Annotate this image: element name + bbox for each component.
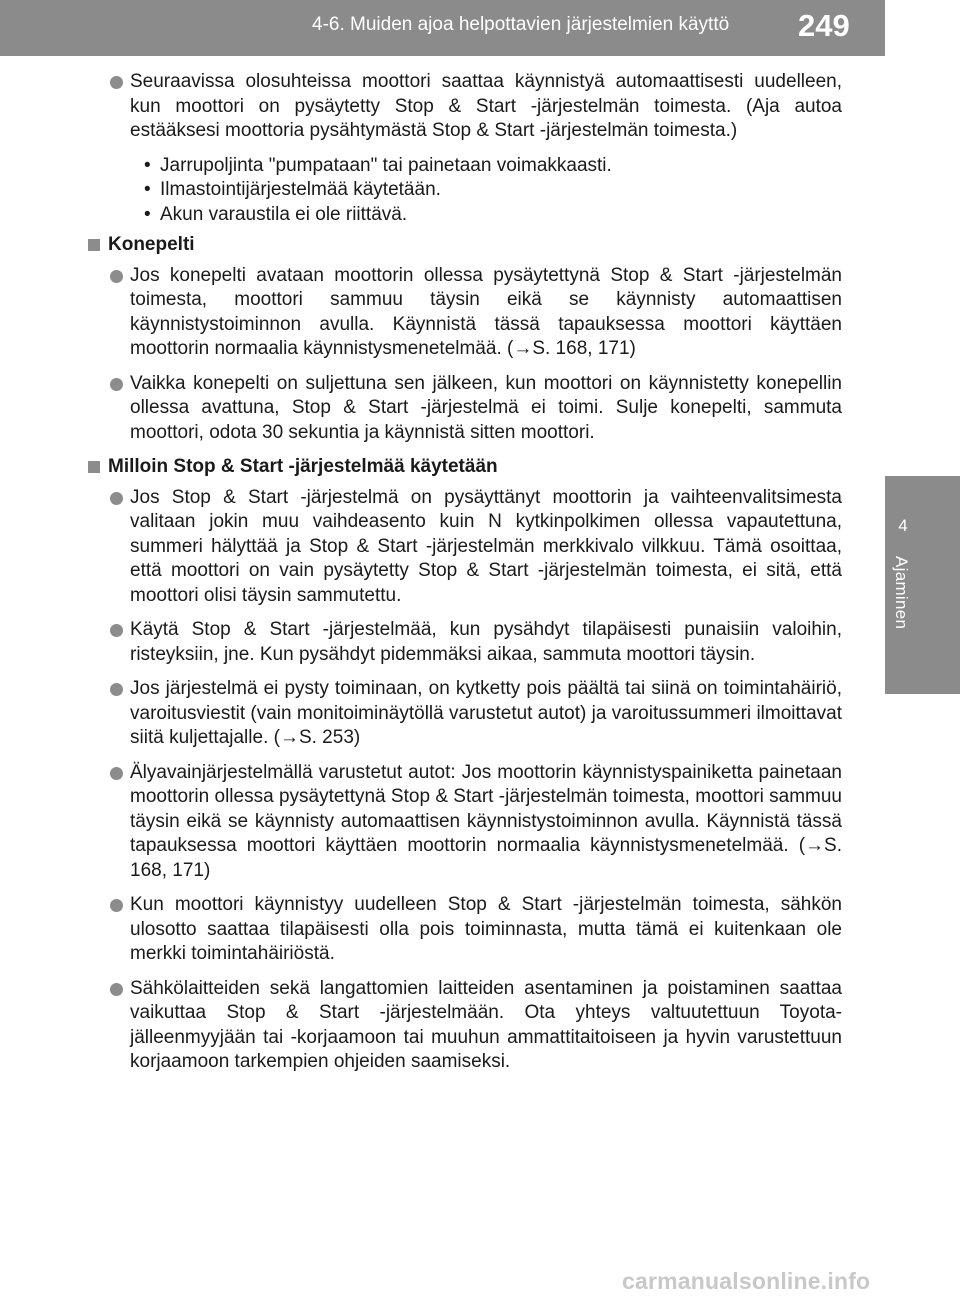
sub-list-text: Ilmastointijärjestelmää käytetään.: [160, 179, 441, 200]
bullet-dot-icon: [110, 899, 123, 912]
sub-list-item: [144, 178, 842, 203]
bullet-text: Jos järjestelmä ei pysty toiminaan, on kytketty pois päältä tai siinä on toimintahäiriö, varoitusviestit (vain monitoiminäytöllä varustetut autot) ja varoitussummeri ilmoittavat siitä kuljettajalle. (→S. 253): [130, 678, 842, 748]
bullet-item: [108, 761, 842, 884]
bullet-text: Vaikka konepelti on suljettuna sen jälkeen, kun moottori on käynnistetty konepellin ollessa avattuna, Stop & Start -järjestelmä ei toimi. Sulje konepelti, sammuta moottori, odota 30 sekuntia ja käynnistä sitten moottori.: [130, 372, 842, 443]
bullet-item: [108, 977, 842, 1075]
section-heading: [86, 455, 842, 480]
watermark: carmanualsonline.info: [622, 1268, 871, 1294]
sub-bullet-icon: •: [144, 203, 151, 225]
section-square-icon: [88, 239, 100, 251]
bullet-text: Sähkölaitteiden sekä langattomien laitteiden asentaminen ja poistaminen saattaa vaikuttaa Stop & Start -järjestelmään. Ota yhteys valtuutettuun Toyota-jälleenmyyjään tai -korjaamoon tai muuhun ammattitaitoiseen ja hyvin varustettuun korjaamoon tarkempien ohjeiden saamiseksi.: [130, 977, 842, 1072]
bullet-text: Seuraavissa olosuhteissa moottori saattaa käynnistyä automaattisesti uudelleen, kun moottori on pysäytetty Stop & Start -järjestelmän toimesta. (Aja autoa estääksesi moottoria pysähtymästä Stop & Start -järjestelmän toimesta.): [130, 71, 842, 141]
section-heading: [86, 233, 842, 258]
bullet-item: [108, 677, 842, 751]
bullet-text: Älyavainjärjestelmällä varustetut autot: Jos moottorin käynnistyspainiketta painetaan moottorin ollessa pysäytettynä Stop & Start -järjestelmän toimesta, moottori sammuu täysin eikä se käynnisty automaattisen käynnistystoiminnon avulla. Käynnistä tässä tapauksessa moottori käyttäen moottorin normaalia käynnistysmenetelmää. (→S. 168, 171): [130, 761, 842, 881]
bullet-dot-icon: [110, 76, 123, 89]
bullet-item: [108, 372, 842, 446]
bullet-dot-icon: [110, 270, 123, 283]
header-bar: [0, 0, 885, 56]
bullet-text: Jos Stop & Start -järjestelmä on pysäyttänyt moottorin ja vaihteenvalitsimesta valitaan jokin muu vaihdeasento kuin N kytkinpolkimen ollessa vapautettuna, summeri hälyttää ja Stop & Start -järjestelmän merkkivalo vilkkuu. Tämä osoittaa, että moottori on vain pysäytetty Stop & Start -järjestelmän toimesta, ei sitä, että moottori olisi täysin sammutettu.: [130, 486, 842, 606]
bullet-text: Jos konepelti avataan moottorin ollessa pysäytettynä Stop & Start -järjestelmän toimesta, moottori sammuu täysin eikä se käynnisty automaattisen käynnistystoiminnon avulla. Käynnistä tässä tapauksessa moottori käyttäen moottorin normaalia käynnistysmenetelmää. (→S. 168, 171): [130, 264, 842, 359]
page-content: [108, 70, 842, 1085]
bullet-text: Käytä Stop & Start -järjestelmää, kun pysähdyt tilapäisesti punaisiin valoihin, risteyksiin, jne. Kun pysähdyt pidemmäksi aikaa, sammuta moottori täysin.: [130, 619, 842, 665]
page-title: 4-6. Muiden ajoa helpottavien järjestelmien käyttö: [312, 14, 730, 35]
section-heading-text: Konepelti: [108, 234, 195, 255]
bullet-item: [108, 893, 842, 967]
section-square-icon: [88, 461, 100, 473]
bullet-item: [108, 486, 842, 609]
sub-bullet-icon: •: [144, 154, 151, 176]
bullet-dot-icon: [110, 683, 123, 696]
bullet-item: [108, 264, 842, 362]
sub-list-text: Jarrupoljinta "pumpataan" tai painetaan voimakkaasti.: [160, 154, 612, 176]
bullet-item: [108, 618, 842, 667]
sub-list-text: Akun varaustila ei ole riittävä.: [160, 203, 408, 225]
page-number: 249: [798, 8, 850, 43]
sub-list-item: [144, 203, 842, 228]
bullet-item: [108, 70, 842, 144]
section-heading-text: Milloin Stop & Start -järjestelmää käytetään: [108, 456, 498, 477]
sub-list-item: [144, 154, 842, 179]
chapter-side-tab[interactable]: [885, 476, 960, 694]
sub-bullet-icon: •: [144, 179, 151, 200]
bullet-dot-icon: [110, 378, 123, 391]
bullet-dot-icon: [110, 624, 123, 637]
chapter-number: 4: [898, 516, 908, 535]
bullet-text: Kun moottori käynnistyy uudelleen Stop & Start -järjestelmän toimesta, sähkön ulosotto saattaa tilapäisesti olla pois toiminnasta, mutta tämä ei kuitenkaan ole merkki toimintahäiriöstä.: [130, 894, 842, 964]
bullet-dot-icon: [110, 983, 123, 996]
bullet-dot-icon: [110, 767, 123, 780]
bullet-dot-icon: [110, 492, 123, 505]
sub-list: [108, 154, 842, 228]
chapter-label: Ajaminen: [892, 556, 911, 630]
